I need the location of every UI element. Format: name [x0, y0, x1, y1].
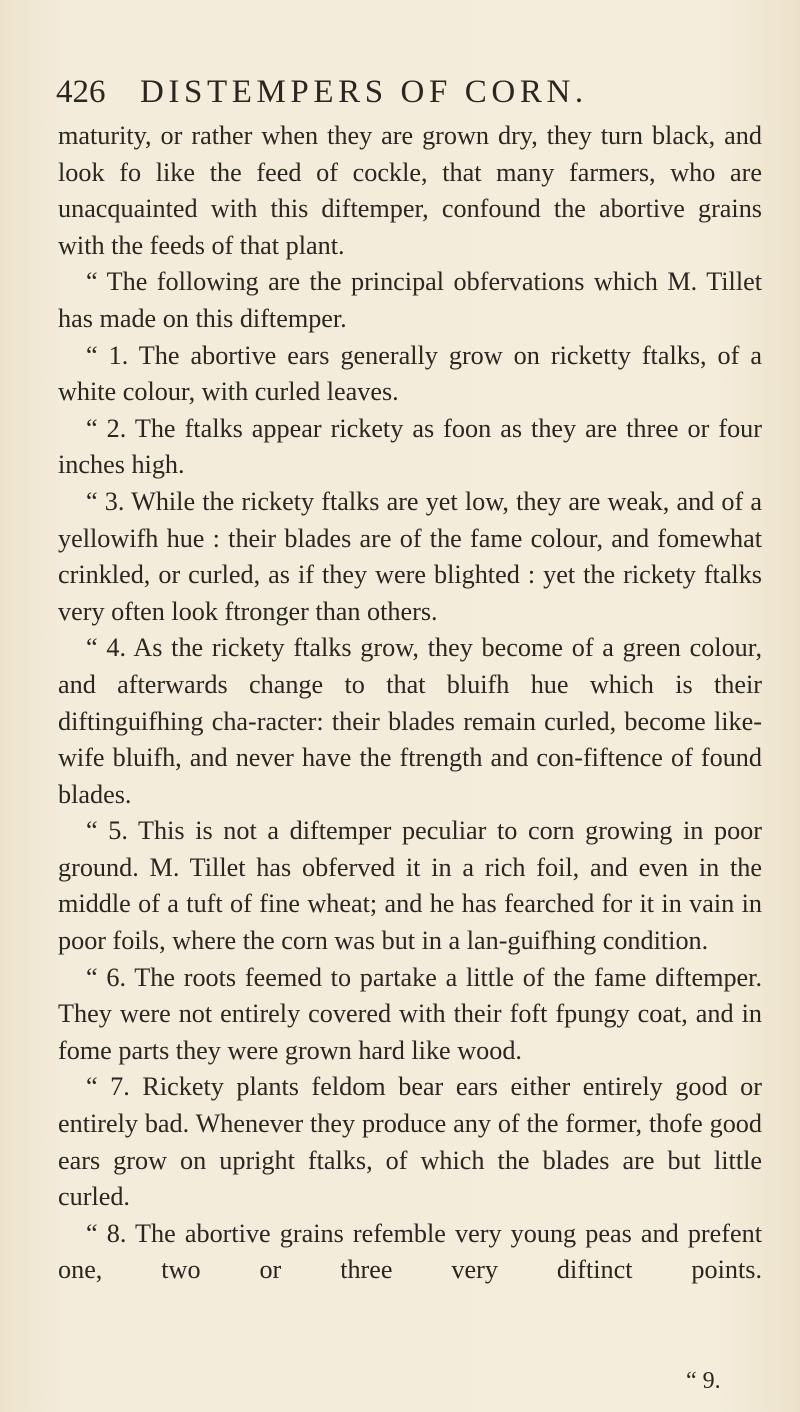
paragraph-observation-8: “ 8. The abortive grains refemble very young peas and prefent one, two or three very diftinct points. [58, 1218, 762, 1285]
paragraph-observation-4: “ 4. As the rickety ftalks grow, they become of a green colour, and afterwards change to that bluifh hue which is their diftinguifhing cha-racter: their blades remain curled, become like-wife bluifh, and never have the ftrength and con-fiftence of found blades. [58, 633, 762, 809]
paragraph-observation-3: “ 3. While the rickety ftalks are yet low, they are weak, and of a yellowifh hue : their blades are of the fame colour, and fomewhat crinkled, or curled, as if they were blighted : yet the rickety ftalks very often look ftronger than others. [58, 486, 762, 626]
paragraph-observation-1: “ 1. The abortive ears generally grow on ricketty ftalks, of a white colour, with curled leaves. [58, 340, 762, 407]
paragraph-observation-5: “ 5. This is not a diftemper peculiar to corn growing in poor ground. M. Tillet has obferved it in a rich foil, and even in the middle of a tuft of fine wheat; and he has fearched for it in vain in poor foils, where the corn was but in a lan-guifhing condition. [58, 816, 762, 956]
running-title: DISTEMPERS OF CORN. [140, 74, 588, 110]
paragraph-observation-7: “ 7. Rickety plants feldom bear ears either entirely good or entirely bad. Whenever they produce any of the former, thofe good ears grow on upright ftalks, of which the blades are but little curled. [58, 1072, 762, 1212]
paragraph-continuation: maturity, or rather when they are grown dry, they turn black, and look fo like the feed of cockle, that many farmers, who are unacquainted with this diftemper, confound the abortive grains with the feeds of that plant. [58, 121, 762, 260]
paragraph-observation-6: “ 6. The roots feemed to partake a little of the fame diftemper. They were not entirely covered with their foft fpungy coat, and in fome parts they were grown hard like wood. [58, 962, 762, 1065]
running-header [56, 74, 746, 118]
paragraph-observation-2: “ 2. The ftalks appear rickety as foon as they are three or four inches high. [58, 413, 762, 480]
page-number: 426 [56, 74, 106, 110]
catchword: “ 9. [686, 1368, 721, 1394]
page-body [58, 118, 762, 1289]
paragraph-intro: “ The following are the principal obfervations which M. Tillet has made on this diftemper. [58, 267, 762, 333]
